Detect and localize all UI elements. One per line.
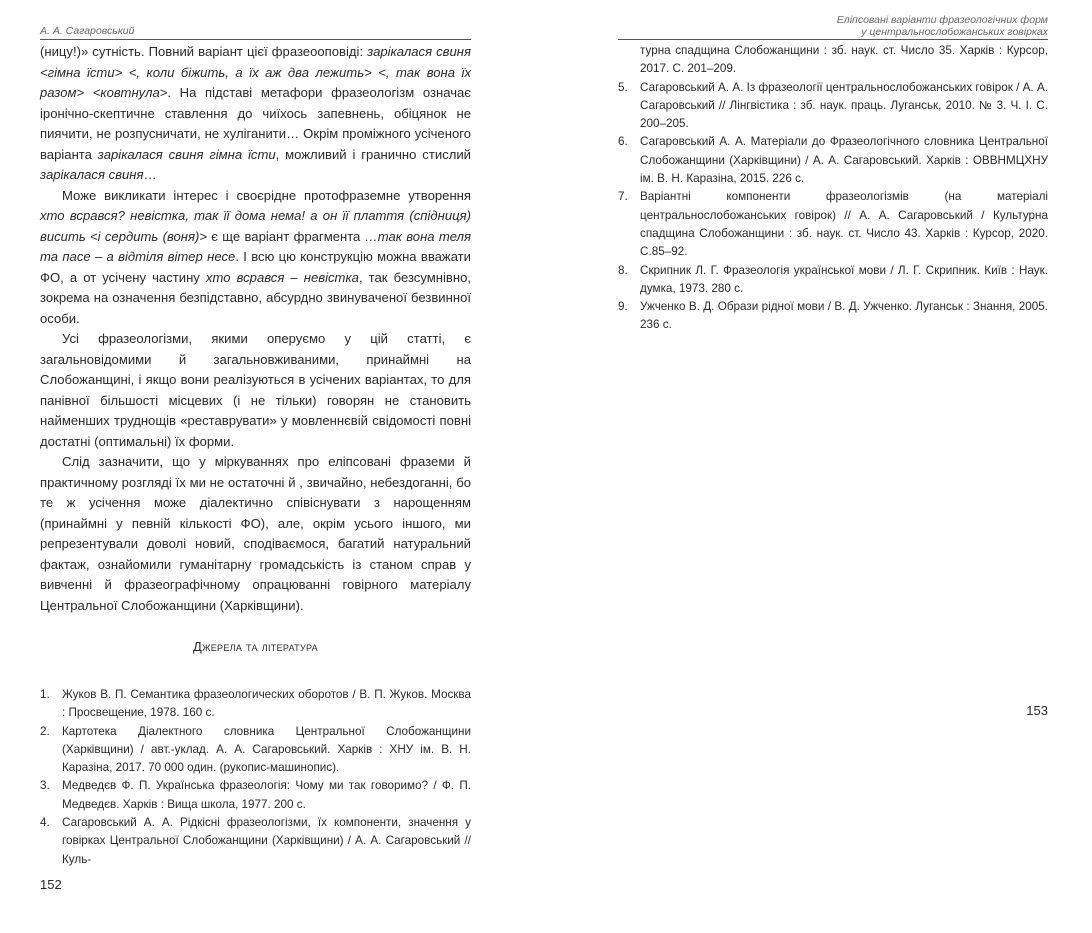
references-heading: Джерела та література xyxy=(193,639,318,654)
reference-continuation: турна спадщина Слобожанщини : зб. наук. ст. Число 35. Харків : Курсор, 2017. С. 201–209. xyxy=(640,44,1048,76)
reference-text: Варіантні компоненти фразеологізмів (на матеріалі центральнослобожанських говірок) // А. А. Сагаровський / Культурна спадщина Слобожанщини : зб. наук. ст. Число 43. Харків : Курсор, 2020. С.85–92. xyxy=(640,190,1048,259)
reference-number: 6. xyxy=(618,135,628,149)
reference-text: Медведєв Ф. П. Українська фразеологія: Чому ми так говоримо? / Ф. П. Медведєв. Харків : Вища школа, 1977. 200 с. xyxy=(62,779,471,811)
page-number: 153 xyxy=(1026,703,1048,718)
reference-item xyxy=(40,686,471,723)
left-page xyxy=(40,0,471,933)
reference-number: 9. xyxy=(618,300,628,314)
reference-item xyxy=(618,188,1048,261)
reference-number: 8. xyxy=(618,263,628,277)
paragraph-text: , так безсумнівно, зокрема на означення безпідставно, абсурдно звинуваченої безвинної особи. xyxy=(40,269,471,326)
paragraph-text: . На підставі метафори фразеологізм означає іронічно-скептичне ставлення до чиїхось запевнень, обіцянок не пиячити, не розпусничати, не хуліганити… Окрім проміжного усіченого варіанта xyxy=(40,85,471,162)
paragraph xyxy=(40,186,471,330)
reference-number: 2. xyxy=(40,724,50,738)
paragraph-text: … xyxy=(143,167,157,182)
reference-list xyxy=(618,42,1048,335)
reference-number: 4. xyxy=(40,816,50,830)
paragraph xyxy=(40,42,471,186)
paragraph-text: . І всю цю конструкцію можна вважати ФО, а от усічену частину xyxy=(40,249,471,285)
italic-example-text: …так вона теля та пасе – а відтіля вітер несе xyxy=(40,228,471,264)
paragraph-text: , можливий і гранично стислий xyxy=(275,146,471,162)
reference-item xyxy=(618,133,1048,188)
reference-number: 1. xyxy=(40,688,50,701)
header-rule xyxy=(40,39,471,40)
italic-example-text: хто всрався? невістка, так її дома нема! а он її плаття (спідниця) висить <і сердить (воня)> xyxy=(40,208,471,244)
paragraph-text: Слід зазначити, що у міркуваннях про еліпсовані фраземи й практичному розгляді їх ми не остаточні й , звичайно, небездоганні, бо те ж усічення може діалектично співіснувати з нарощенням (принаймні у певній кількості ФО), але, окрім усього іншого, ми репрезентували доволі новий, сподіваємося, багатий натуральний фактаж, ознайомили гуманітарну громадськість із станом справ у вивченні й фразеографічному опрацюванні говірного матеріалу Центральної Слобожанщини (Харківщини). xyxy=(40,454,471,613)
reference-text: Ужченко В. Д. Образи рідної мови / В. Д. Ужченко. Луганськ : Знання, 2005. 236 с. xyxy=(640,300,1048,332)
page-number: 152 xyxy=(40,876,62,892)
italic-example-text: хто всрався – невістка xyxy=(205,269,359,285)
reference-text: Сагаровський А. А. Із фразеології центральнослобожанських говірок / А. А. Сагаровський // Лінгвістика : зб. наук. праць. Луганськ, 2010. № 3. Ч. І. С. 200–205. xyxy=(640,80,1048,131)
reference-text: Скрипник Л. Г. Фразеологія української мови / Л. Г. Скрипник. Київ : Наук. думка, 1973. 280 с. xyxy=(640,263,1048,295)
running-head-line: Еліпсовані варіанти фразеологічних форм xyxy=(836,14,1048,26)
reference-text: Сагаровський А. А. Матеріали до Фразеологічного словника Центральної Слобожанщини (Харківщини) / А. А. Сагаровський. Харків : ОВВНМЦХНУ ім. В. Н. Каразіна, 2015. 226 с. xyxy=(640,135,1048,186)
italic-example-text: зарікалася свиня xyxy=(40,167,144,182)
reference-item xyxy=(40,814,471,869)
reference-item xyxy=(618,79,1048,134)
running-head-title xyxy=(618,0,1048,38)
reference-item xyxy=(618,298,1048,335)
reference-text: Сагаровський А. А. Рідкісні фразеологізми, їх компоненти, значення у говірках Центральної Слобожанщини (Харківщини) / А. А. Сагаровський // Куль- xyxy=(62,816,471,866)
paragraph-text: є ще варіант фрагмента xyxy=(207,228,365,244)
reference-item xyxy=(618,262,1048,299)
reference-number: 7. xyxy=(618,190,628,204)
reference-list xyxy=(40,686,471,869)
paragraph-text: (ницу!)» сутність. Повний варіант цієї фразеооповіді: xyxy=(40,44,368,59)
paragraph-text: Усі фразеологізми, якими оперуємо у цій статті, є загальновідомими й загальновживаними, принаймні на Слобожанщині, і якщо вони реалізуються в усічених варіантах, то для панівної більшості місцевих (і не тільки) говорян не становить найменших труднощів «реставрувати» у мовленнєвій свідомості повні достатні (оптимальні) їх форми. xyxy=(40,331,471,449)
reference-number: 5. xyxy=(618,80,628,94)
reference-item xyxy=(40,723,471,778)
reference-item xyxy=(40,777,471,814)
reference-text: Жуков В. П. Семантика фразеологических оборотов / В. П. Жуков. Москва : Просвещение, 1978. 160 с. xyxy=(62,688,471,720)
italic-example-text: зарікалася свиня гімна їсти xyxy=(97,146,276,162)
reference-number: 3. xyxy=(40,779,50,793)
header-rule xyxy=(618,39,1048,40)
reference-text: Картотека Діалектного словника Центральної Слобожанщини (Харківщини) / авт.-уклад. А. А. Сагаровський. Харків : ХНУ ім. В. Н. Каразіна, 2017. 70 000 один. (рукопис-машинопис). xyxy=(62,724,471,775)
paragraph xyxy=(40,329,471,452)
paragraph-text: Може викликати інтерес і своєрідне протофраземне утворення xyxy=(62,187,471,203)
running-head-author: А. А. Сагаровський xyxy=(40,25,135,37)
article-body xyxy=(40,42,471,616)
paragraph xyxy=(40,452,471,616)
running-head-line: у центральнослобожанських говірках xyxy=(861,26,1048,38)
italic-example-text: зарікалася свиня <гімна їсти> <, коли біжить, а їх аж два лежить> <, так вона їх разом> <ковтнула> xyxy=(40,44,471,100)
right-page xyxy=(618,0,1048,759)
